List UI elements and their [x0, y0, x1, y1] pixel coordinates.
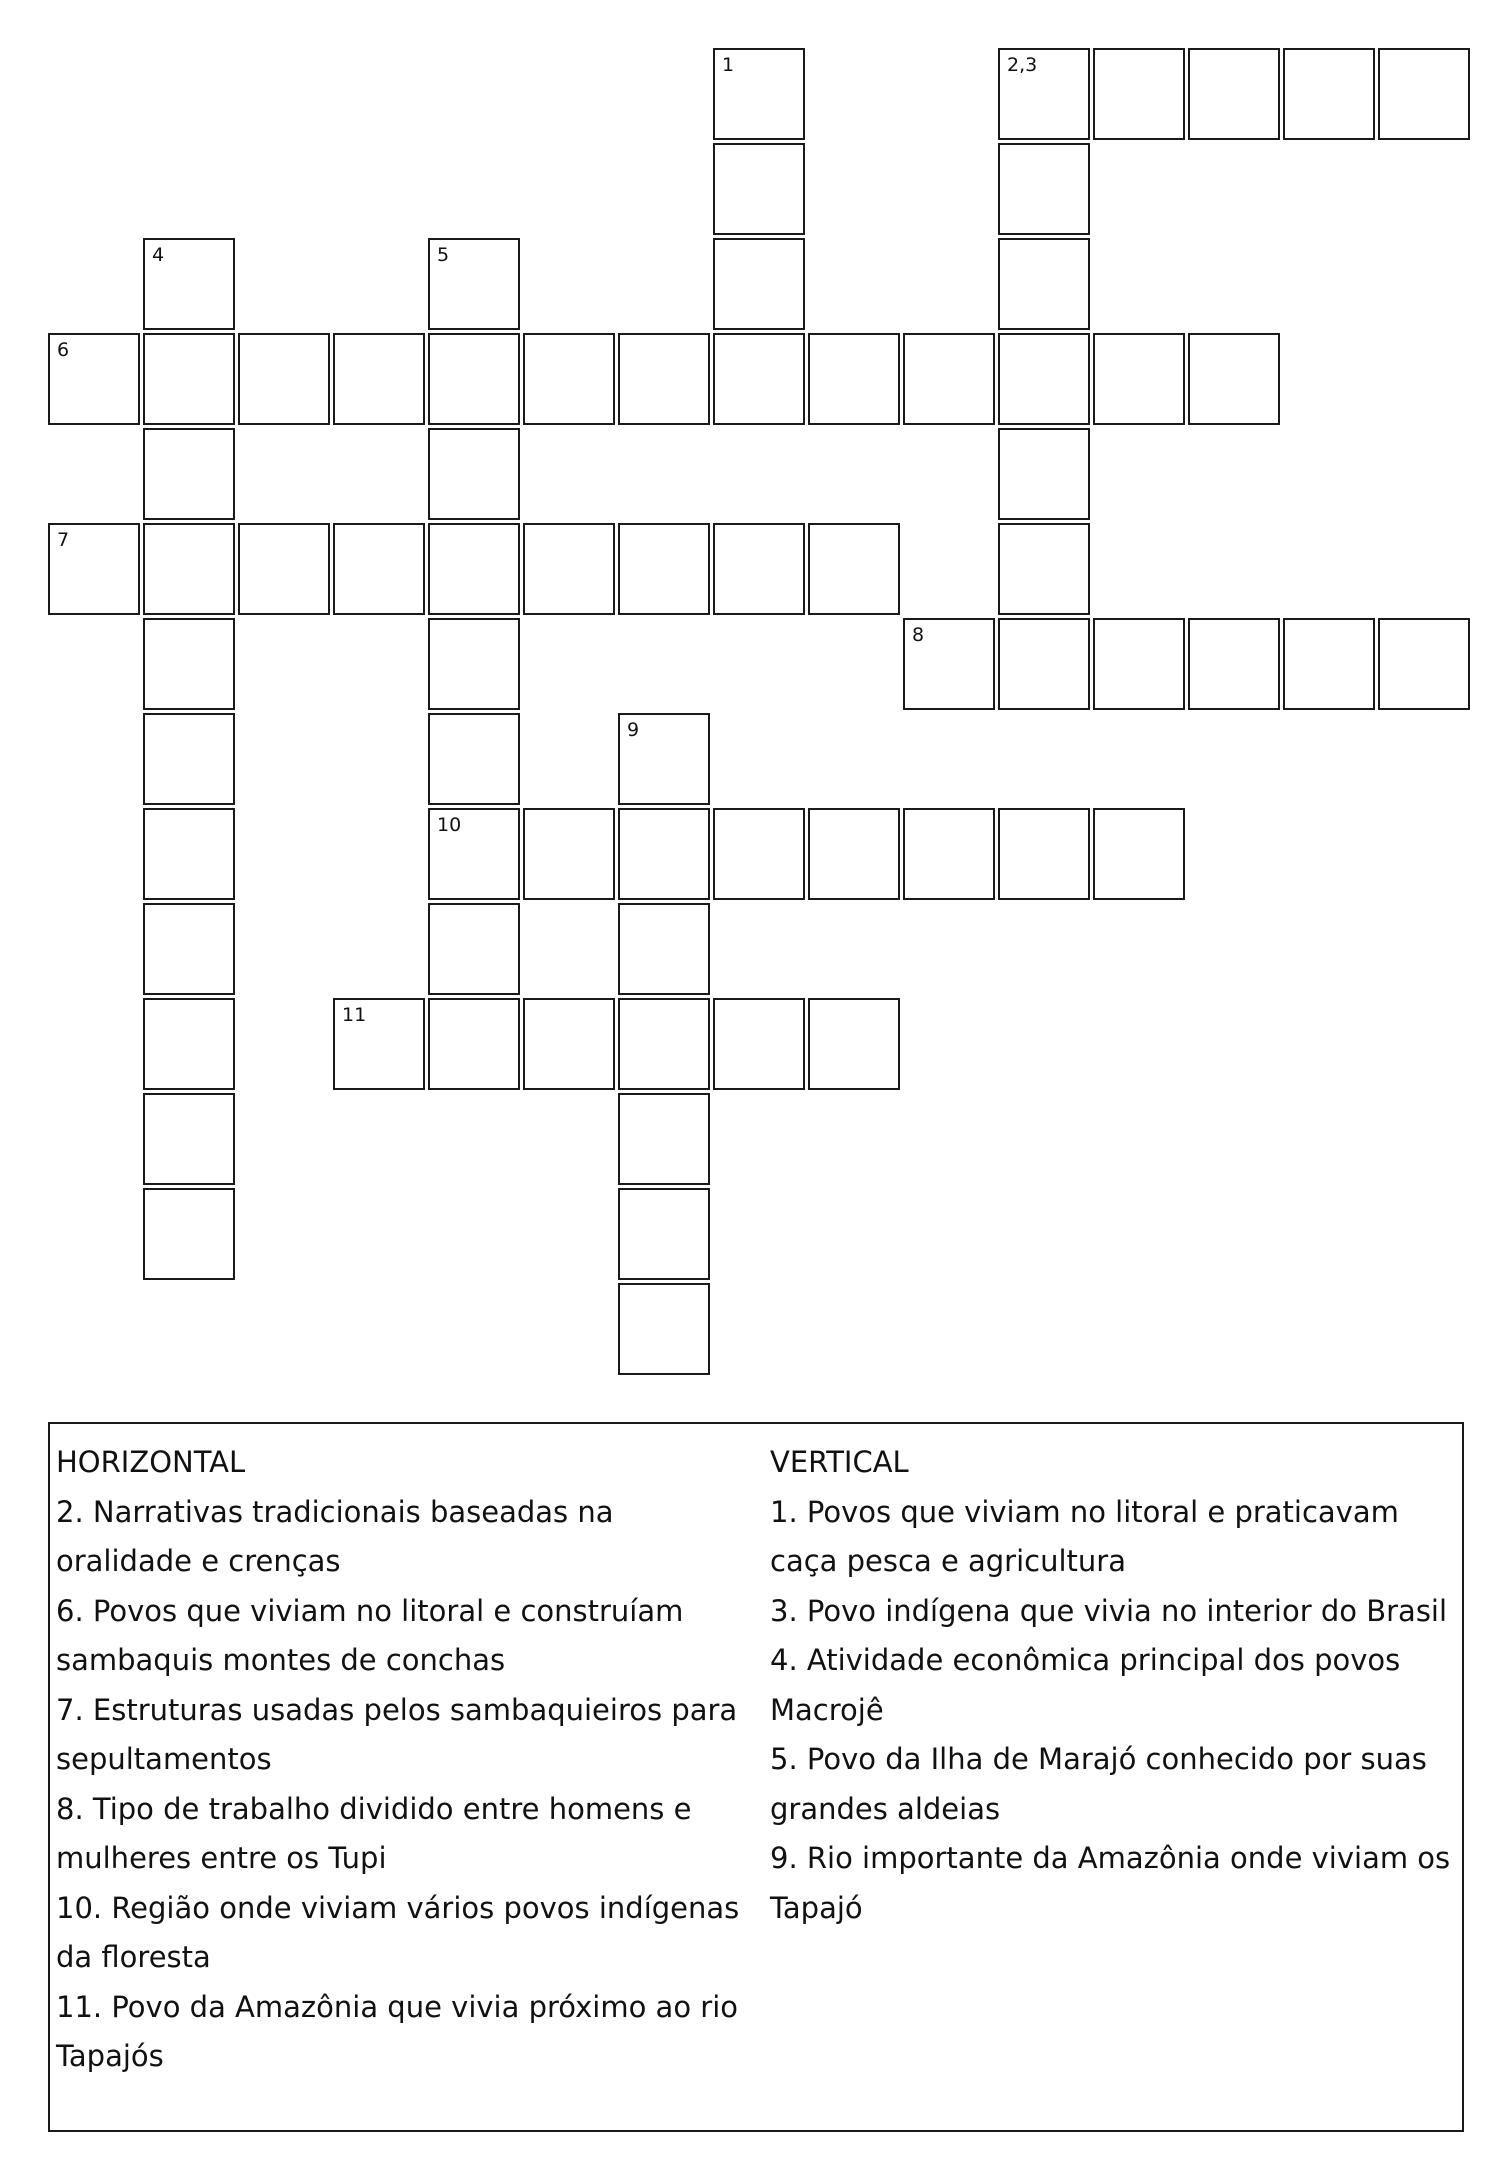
crossword-cell[interactable]: [713, 238, 805, 330]
horizontal-clue: 8. Tipo de trabalho dividido entre homens e mulheres entre os Tupi: [56, 1791, 692, 1875]
crossword-cell[interactable]: [143, 903, 235, 995]
crossword-cell[interactable]: [808, 523, 900, 615]
crossword-cell[interactable]: [238, 333, 330, 425]
crossword-cell[interactable]: [998, 48, 1090, 140]
horizontal-clue: 10. Região onde viviam vários povos indígenas da floresta: [56, 1890, 740, 1974]
crossword-cell[interactable]: [1093, 48, 1185, 140]
clues-box: [48, 1422, 1464, 2132]
crossword-cell[interactable]: [998, 428, 1090, 520]
vertical-title: VERTICAL: [770, 1445, 909, 1479]
crossword-cell[interactable]: [428, 238, 520, 330]
crossword-cell[interactable]: [998, 523, 1090, 615]
clue-number: 6: [57, 339, 70, 361]
crossword-cell[interactable]: [143, 333, 235, 425]
crossword-cell[interactable]: [333, 998, 425, 1090]
horizontal-clue: 11. Povo da Amazônia que vivia próximo ao rio Tapajós: [56, 1989, 739, 2073]
crossword-cell[interactable]: [1093, 618, 1185, 710]
crossword-cell[interactable]: [618, 713, 710, 805]
crossword-cell[interactable]: [998, 808, 1090, 900]
crossword-cell[interactable]: [998, 238, 1090, 330]
crossword-cell[interactable]: [428, 523, 520, 615]
crossword-cell[interactable]: [618, 1188, 710, 1280]
vertical-clues: [770, 1438, 1460, 1933]
vertical-clue: 5. Povo da Ilha de Marajó conhecido por suas grandes aldeias: [770, 1742, 1427, 1826]
crossword-cell[interactable]: [713, 998, 805, 1090]
horizontal-clue: 6. Povos que viviam no litoral e construíam sambaquis montes de conchas: [56, 1593, 684, 1677]
crossword-cell[interactable]: [998, 143, 1090, 235]
crossword-cell[interactable]: [713, 143, 805, 235]
crossword-cell[interactable]: [428, 903, 520, 995]
crossword-cell[interactable]: [143, 713, 235, 805]
crossword-cell[interactable]: [523, 808, 615, 900]
crossword-cell[interactable]: [998, 618, 1090, 710]
crossword-cell[interactable]: [618, 998, 710, 1090]
crossword-cell[interactable]: [618, 808, 710, 900]
crossword-cell[interactable]: [713, 523, 805, 615]
crossword-cell[interactable]: [428, 808, 520, 900]
vertical-clue: 9. Rio importante da Amazônia onde viviam os Tapajó: [770, 1841, 1451, 1925]
crossword-cell[interactable]: [1283, 618, 1375, 710]
crossword-cell[interactable]: [903, 618, 995, 710]
crossword-cell[interactable]: [428, 713, 520, 805]
crossword-cell[interactable]: [713, 808, 805, 900]
crossword-cell[interactable]: [1188, 333, 1280, 425]
clue-number: 5: [437, 244, 450, 266]
crossword-cell[interactable]: [143, 618, 235, 710]
crossword-cell[interactable]: [523, 333, 615, 425]
crossword-cell[interactable]: [333, 333, 425, 425]
vertical-clue: 1. Povos que viviam no litoral e praticavam caça pesca e agricultura: [770, 1494, 1399, 1578]
clue-number: 8: [912, 624, 925, 646]
crossword-cell[interactable]: [48, 523, 140, 615]
clue-number: 4: [152, 244, 165, 266]
horizontal-clue: 7. Estruturas usadas pelos sambaquieiros para sepultamentos: [56, 1692, 738, 1776]
crossword-cell[interactable]: [618, 903, 710, 995]
clue-number: 1: [722, 54, 735, 76]
crossword-cell[interactable]: [428, 998, 520, 1090]
crossword-cell[interactable]: [143, 1093, 235, 1185]
crossword-cell[interactable]: [143, 1188, 235, 1280]
crossword-cell[interactable]: [998, 333, 1090, 425]
crossword-cell[interactable]: [618, 1093, 710, 1185]
crossword-cell[interactable]: [523, 523, 615, 615]
crossword-cell[interactable]: [238, 523, 330, 615]
crossword-cell[interactable]: [1188, 48, 1280, 140]
crossword-cell[interactable]: [428, 333, 520, 425]
crossword-cell[interactable]: [808, 808, 900, 900]
crossword-cell[interactable]: [1283, 48, 1375, 140]
vertical-clue: 3. Povo indígena que vivia no interior do Brasil: [770, 1593, 1448, 1628]
crossword-cell[interactable]: [1093, 808, 1185, 900]
horizontal-clues: [56, 1438, 756, 2082]
crossword-cell[interactable]: [428, 428, 520, 520]
crossword-cell[interactable]: [618, 523, 710, 615]
crossword-cell[interactable]: [143, 428, 235, 520]
crossword-cell[interactable]: [1378, 618, 1470, 710]
crossword-cell[interactable]: [48, 333, 140, 425]
clue-number: 7: [57, 529, 70, 551]
crossword-cell[interactable]: [713, 333, 805, 425]
crossword-cell[interactable]: [1188, 618, 1280, 710]
crossword-cell[interactable]: [903, 808, 995, 900]
crossword-cell[interactable]: [523, 998, 615, 1090]
clue-number: 10: [437, 814, 462, 836]
crossword-cell[interactable]: [333, 523, 425, 615]
crossword-cell[interactable]: [143, 523, 235, 615]
crossword-cell[interactable]: [808, 333, 900, 425]
crossword-cell[interactable]: [808, 998, 900, 1090]
crossword-cell[interactable]: [1378, 48, 1470, 140]
vertical-clue: 4. Atividade econômica principal dos povos Macrojê: [770, 1643, 1401, 1727]
crossword-cell[interactable]: [713, 48, 805, 140]
horizontal-title: HORIZONTAL: [56, 1445, 246, 1479]
crossword-cell[interactable]: [618, 333, 710, 425]
clue-number: 11: [342, 1004, 367, 1026]
crossword-cell[interactable]: [143, 998, 235, 1090]
crossword-cell[interactable]: [903, 333, 995, 425]
clue-number: 9: [627, 719, 640, 741]
clue-number: 2,3: [1007, 54, 1038, 76]
crossword-cell[interactable]: [143, 808, 235, 900]
crossword-cell[interactable]: [428, 618, 520, 710]
crossword-cell[interactable]: [1093, 333, 1185, 425]
crossword-cell[interactable]: [143, 238, 235, 330]
crossword-cell[interactable]: [618, 1283, 710, 1375]
horizontal-clue: 2. Narrativas tradicionais baseadas na oralidade e crenças: [56, 1494, 614, 1578]
